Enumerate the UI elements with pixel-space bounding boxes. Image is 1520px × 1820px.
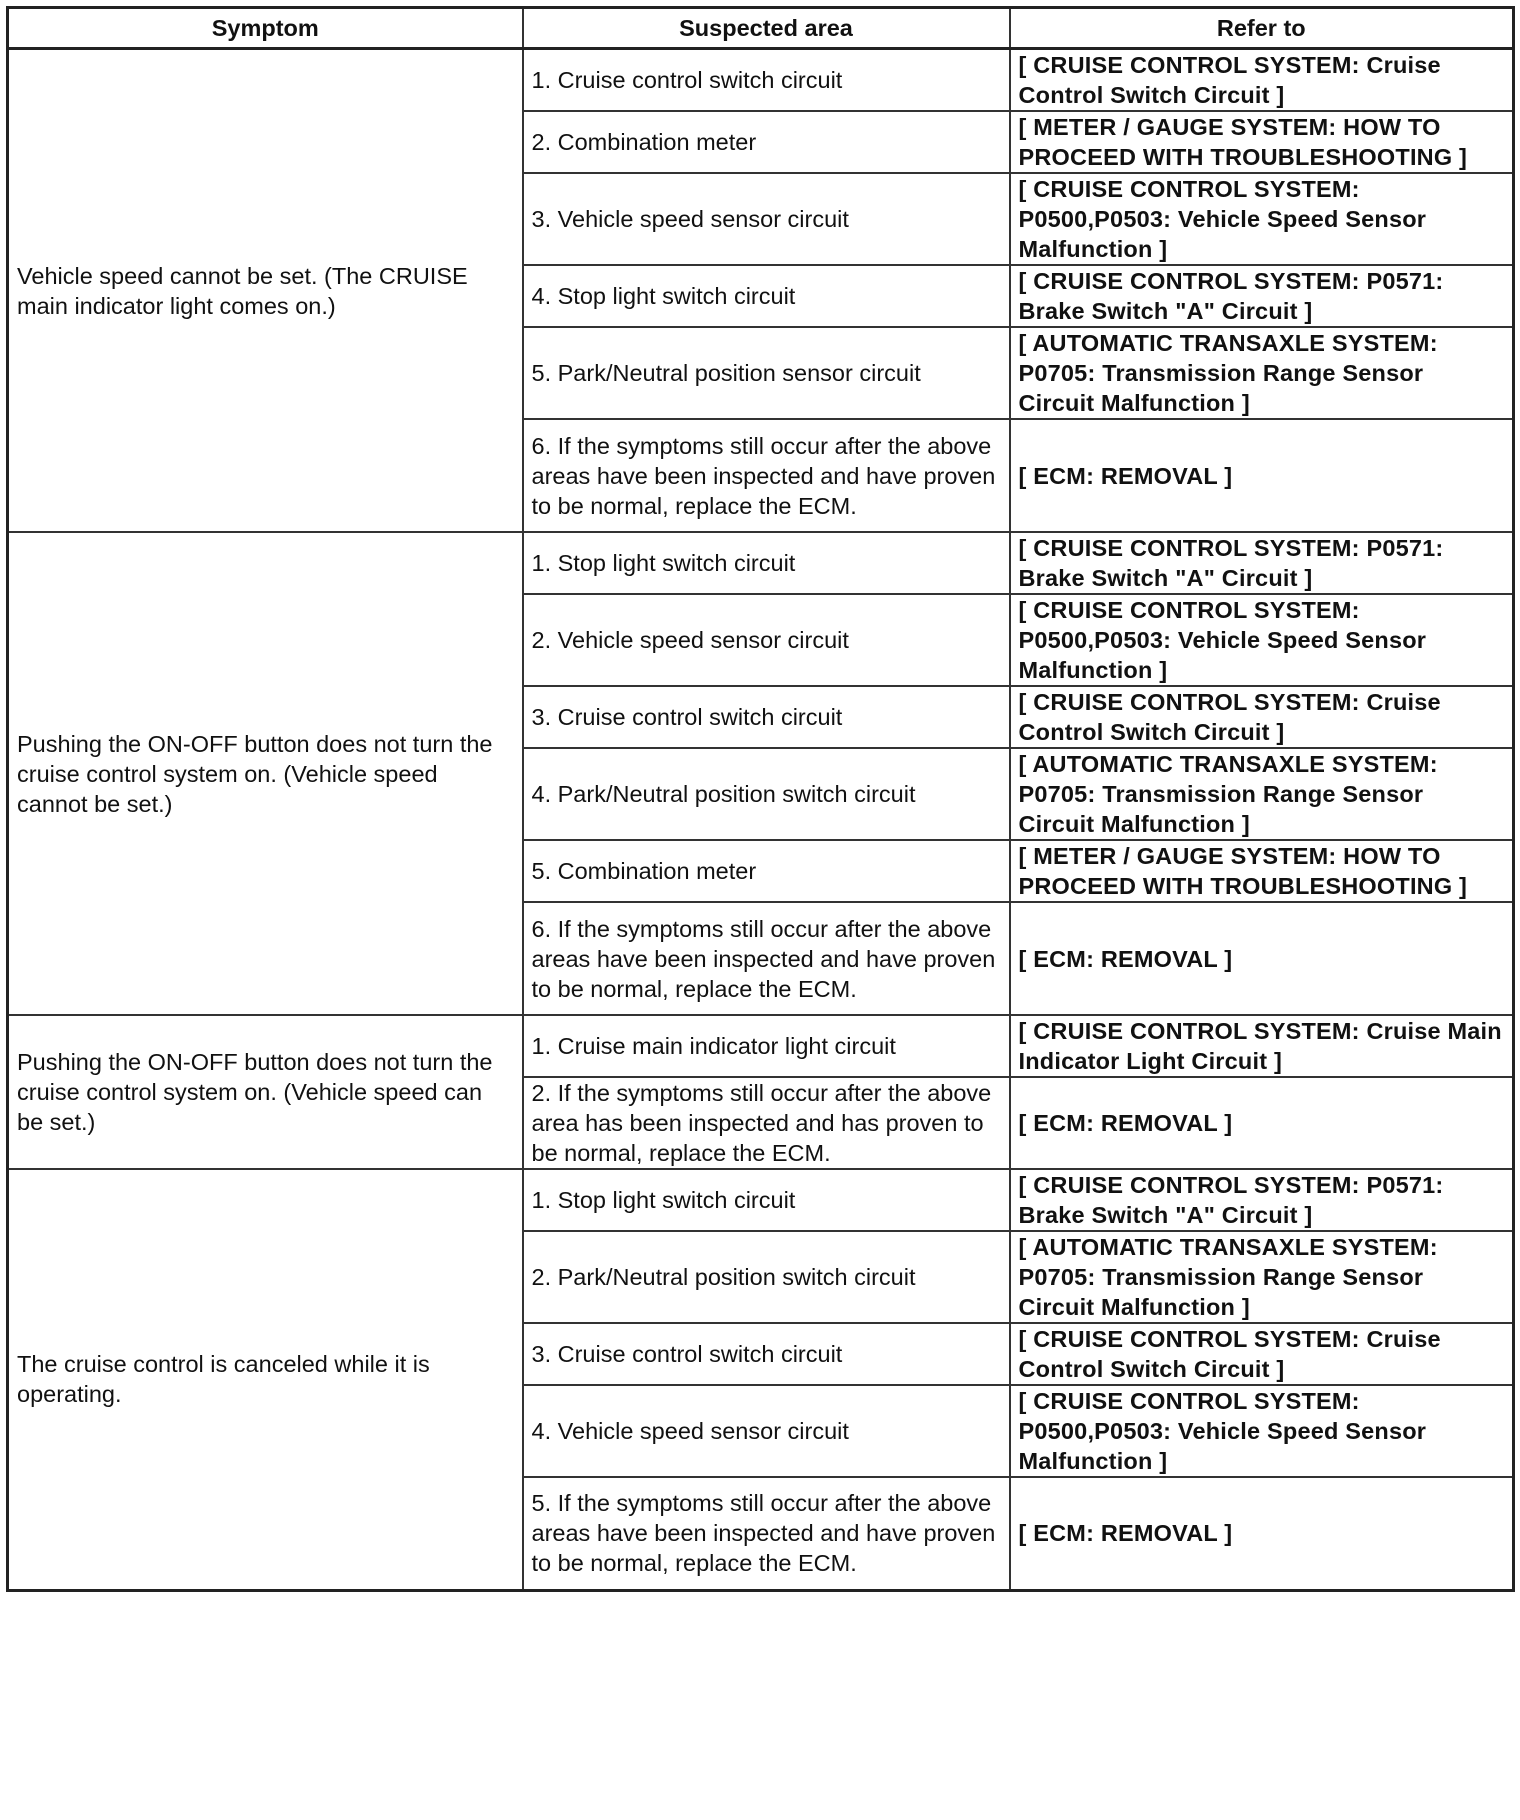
refer-to-cell: [ AUTOMATIC TRANSAXLE SYSTEM: P0705: Transmission Range Sensor Circuit Malfunction ] bbox=[1010, 748, 1514, 840]
refer-to-cell: [ AUTOMATIC TRANSAXLE SYSTEM: P0705: Transmission Range Sensor Circuit Malfunction ] bbox=[1010, 327, 1514, 419]
refer-to-cell: [ ECM: REMOVAL ] bbox=[1010, 1477, 1514, 1590]
suspected-area-cell: 1. Cruise main indicator light circuit bbox=[523, 1015, 1010, 1077]
refer-to-cell: [ CRUISE CONTROL SYSTEM: P0571: Brake Switch "A" Circuit ] bbox=[1010, 1169, 1514, 1231]
refer-to-cell: [ CRUISE CONTROL SYSTEM: P0500,P0503: Vehicle Speed Sensor Malfunction ] bbox=[1010, 1385, 1514, 1477]
suspected-area-cell: 4. Vehicle speed sensor circuit bbox=[523, 1385, 1010, 1477]
refer-to-cell: [ AUTOMATIC TRANSAXLE SYSTEM: P0705: Transmission Range Sensor Circuit Malfunction ] bbox=[1010, 1231, 1514, 1323]
refer-to-cell: [ CRUISE CONTROL SYSTEM: P0571: Brake Switch "A" Circuit ] bbox=[1010, 532, 1514, 594]
troubleshooting-table bbox=[6, 6, 1515, 1592]
header-row bbox=[8, 8, 1514, 49]
refer-to-cell: [ CRUISE CONTROL SYSTEM: Cruise Control Switch Circuit ] bbox=[1010, 686, 1514, 748]
refer-to-cell: [ METER / GAUGE SYSTEM: HOW TO PROCEED WITH TROUBLESHOOTING ] bbox=[1010, 840, 1514, 902]
symptom-group bbox=[8, 49, 1514, 533]
refer-to-cell: [ CRUISE CONTROL SYSTEM: Cruise Control Switch Circuit ] bbox=[1010, 49, 1514, 112]
refer-to-cell: [ CRUISE CONTROL SYSTEM: Cruise Main Indicator Light Circuit ] bbox=[1010, 1015, 1514, 1077]
suspected-area-cell: 6. If the symptoms still occur after the above areas have been inspected and have proven to be normal, replace the ECM. bbox=[523, 902, 1010, 1015]
suspected-area-cell: 2. Vehicle speed sensor circuit bbox=[523, 594, 1010, 686]
refer-to-cell: [ CRUISE CONTROL SYSTEM: P0500,P0503: Vehicle Speed Sensor Malfunction ] bbox=[1010, 594, 1514, 686]
symptom-cell: Pushing the ON-OFF button does not turn the cruise control system on. (Vehicle speed cannot be set.) bbox=[8, 532, 523, 1015]
symptom-cell: Vehicle speed cannot be set. (The CRUISE main indicator light comes on.) bbox=[8, 49, 523, 533]
suspected-area-cell: 1. Stop light switch circuit bbox=[523, 532, 1010, 594]
table-row bbox=[8, 532, 1514, 594]
refer-to-cell: [ ECM: REMOVAL ] bbox=[1010, 419, 1514, 532]
suspected-area-cell: 5. Park/Neutral position sensor circuit bbox=[523, 327, 1010, 419]
header-symptom: Symptom bbox=[8, 8, 523, 49]
table-header bbox=[8, 8, 1514, 49]
symptom-cell: The cruise control is canceled while it is operating. bbox=[8, 1169, 523, 1590]
suspected-area-cell: 5. If the symptoms still occur after the above areas have been inspected and have proven to be normal, replace the ECM. bbox=[523, 1477, 1010, 1590]
table-row bbox=[8, 1169, 1514, 1231]
suspected-area-cell: 3. Cruise control switch circuit bbox=[523, 686, 1010, 748]
suspected-area-cell: 2. Combination meter bbox=[523, 111, 1010, 173]
suspected-area-cell: 2. Park/Neutral position switch circuit bbox=[523, 1231, 1010, 1323]
symptom-group bbox=[8, 532, 1514, 1015]
refer-to-cell: [ CRUISE CONTROL SYSTEM: P0500,P0503: Vehicle Speed Sensor Malfunction ] bbox=[1010, 173, 1514, 265]
header-refer-to: Refer to bbox=[1010, 8, 1514, 49]
refer-to-cell: [ ECM: REMOVAL ] bbox=[1010, 902, 1514, 1015]
suspected-area-cell: 3. Vehicle speed sensor circuit bbox=[523, 173, 1010, 265]
suspected-area-cell: 3. Cruise control switch circuit bbox=[523, 1323, 1010, 1385]
table-row bbox=[8, 49, 1514, 112]
refer-to-cell: [ CRUISE CONTROL SYSTEM: Cruise Control Switch Circuit ] bbox=[1010, 1323, 1514, 1385]
table-row bbox=[8, 1015, 1514, 1077]
symptom-cell: Pushing the ON-OFF button does not turn the cruise control system on. (Vehicle speed can be set.) bbox=[8, 1015, 523, 1169]
symptom-group bbox=[8, 1015, 1514, 1169]
refer-to-cell: [ METER / GAUGE SYSTEM: HOW TO PROCEED WITH TROUBLESHOOTING ] bbox=[1010, 111, 1514, 173]
suspected-area-cell: 2. If the symptoms still occur after the above area has been inspected and has proven to be normal, replace the ECM. bbox=[523, 1077, 1010, 1169]
suspected-area-cell: 1. Cruise control switch circuit bbox=[523, 49, 1010, 112]
suspected-area-cell: 4. Park/Neutral position switch circuit bbox=[523, 748, 1010, 840]
refer-to-cell: [ ECM: REMOVAL ] bbox=[1010, 1077, 1514, 1169]
suspected-area-cell: 6. If the symptoms still occur after the above areas have been inspected and have proven to be normal, replace the ECM. bbox=[523, 419, 1010, 532]
suspected-area-cell: 4. Stop light switch circuit bbox=[523, 265, 1010, 327]
suspected-area-cell: 5. Combination meter bbox=[523, 840, 1010, 902]
header-suspected-area: Suspected area bbox=[523, 8, 1010, 49]
refer-to-cell: [ CRUISE CONTROL SYSTEM: P0571: Brake Switch "A" Circuit ] bbox=[1010, 265, 1514, 327]
symptom-group bbox=[8, 1169, 1514, 1590]
suspected-area-cell: 1. Stop light switch circuit bbox=[523, 1169, 1010, 1231]
